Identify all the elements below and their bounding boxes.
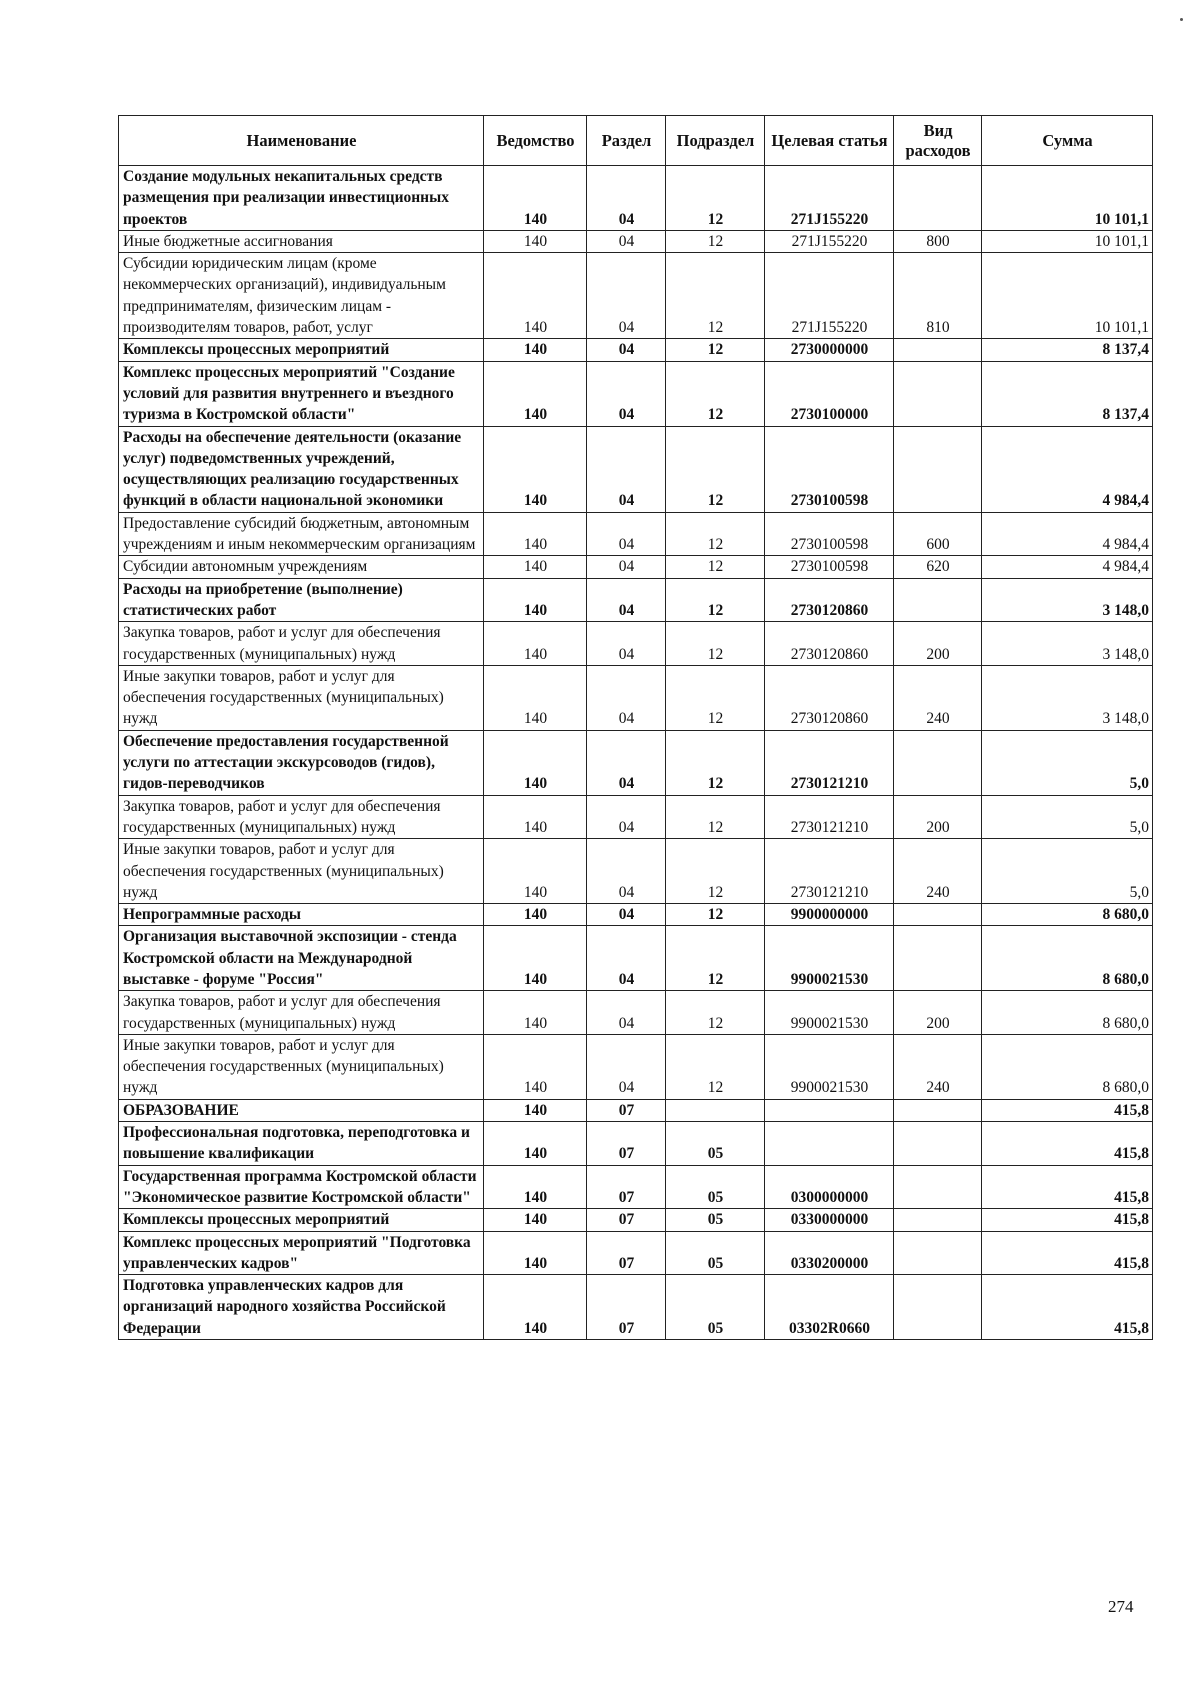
- cell-target: 2730100598: [765, 512, 894, 556]
- cell-dept: 140: [484, 339, 587, 361]
- table-body: [119, 166, 1153, 1340]
- cell-subsection: 12: [666, 339, 765, 361]
- cell-name: Иные закупки товаров, работ и услуг для обеспечения государственных (муниципальных) нужд: [119, 839, 484, 904]
- cell-name: Непрограммные расходы: [119, 904, 484, 926]
- cell-exp-type: 200: [894, 795, 982, 839]
- cell-target: 9900021530: [765, 926, 894, 991]
- table-row: [119, 361, 1153, 426]
- cell-exp-type: [894, 1231, 982, 1275]
- cell-target: 271J155220: [765, 230, 894, 252]
- scan-speck: [1180, 18, 1183, 21]
- table-row: [119, 578, 1153, 622]
- cell-target: 0330000000: [765, 1209, 894, 1231]
- cell-section: 07: [587, 1275, 666, 1340]
- col-header-name: Наименование: [119, 116, 484, 166]
- cell-dept: 140: [484, 795, 587, 839]
- cell-name: Иные закупки товаров, работ и услуг для обеспечения государственных (муниципальных) нужд: [119, 665, 484, 730]
- cell-subsection: 12: [666, 426, 765, 512]
- cell-exp-type: 800: [894, 230, 982, 252]
- cell-amount: 415,8: [982, 1209, 1153, 1231]
- cell-section: 04: [587, 426, 666, 512]
- cell-name: Субсидии юридическим лицам (кроме некоммерческих организаций), индивидуальным предпринимателям, физическим лицам - производителям товаров, работ, услуг: [119, 253, 484, 339]
- cell-exp-type: [894, 426, 982, 512]
- cell-section: 07: [587, 1122, 666, 1166]
- table-row: [119, 1209, 1153, 1231]
- cell-dept: 140: [484, 665, 587, 730]
- cell-amount: 415,8: [982, 1122, 1153, 1166]
- cell-exp-type: 200: [894, 991, 982, 1035]
- cell-dept: 140: [484, 622, 587, 666]
- table-row: [119, 1099, 1153, 1121]
- cell-amount: 8 680,0: [982, 904, 1153, 926]
- cell-amount: 10 101,1: [982, 166, 1153, 231]
- cell-exp-type: 240: [894, 665, 982, 730]
- cell-target: 2730121210: [765, 795, 894, 839]
- cell-exp-type: [894, 926, 982, 991]
- cell-subsection: 12: [666, 166, 765, 231]
- cell-target: 2730121210: [765, 839, 894, 904]
- cell-dept: 140: [484, 578, 587, 622]
- cell-section: 04: [587, 578, 666, 622]
- cell-target: [765, 1099, 894, 1121]
- table-row: [119, 904, 1153, 926]
- cell-dept: 140: [484, 730, 587, 795]
- cell-amount: 8 137,4: [982, 361, 1153, 426]
- cell-section: 07: [587, 1209, 666, 1231]
- cell-target: 2730100598: [765, 426, 894, 512]
- col-header-amount: Сумма: [982, 116, 1153, 166]
- cell-target: 2730120860: [765, 622, 894, 666]
- cell-exp-type: [894, 730, 982, 795]
- cell-amount: 3 148,0: [982, 665, 1153, 730]
- cell-dept: 140: [484, 1099, 587, 1121]
- table-row: [119, 556, 1153, 578]
- cell-dept: 140: [484, 230, 587, 252]
- col-header-exp-type: Вид расходов: [894, 116, 982, 166]
- cell-subsection: 12: [666, 230, 765, 252]
- table-header-row: [119, 116, 1153, 166]
- cell-name: Закупка товаров, работ и услуг для обеспечения государственных (муниципальных) нужд: [119, 991, 484, 1035]
- cell-dept: 140: [484, 361, 587, 426]
- col-header-subsection: Подраздел: [666, 116, 765, 166]
- cell-section: 04: [587, 339, 666, 361]
- cell-subsection: 12: [666, 991, 765, 1035]
- table-row: [119, 1165, 1153, 1209]
- cell-section: 04: [587, 795, 666, 839]
- cell-name: Расходы на обеспечение деятельности (оказание услуг) подведомственных учреждений, осуществляющих реализацию государственных функций в области национальной экономики: [119, 426, 484, 512]
- cell-amount: 5,0: [982, 839, 1153, 904]
- cell-amount: 4 984,4: [982, 556, 1153, 578]
- cell-exp-type: [894, 361, 982, 426]
- cell-target: 9900000000: [765, 904, 894, 926]
- cell-dept: 140: [484, 426, 587, 512]
- cell-name: Иные бюджетные ассигнования: [119, 230, 484, 252]
- cell-subsection: 12: [666, 253, 765, 339]
- cell-section: 07: [587, 1099, 666, 1121]
- cell-name: ОБРАЗОВАНИЕ: [119, 1099, 484, 1121]
- cell-name: Комплексы процессных мероприятий: [119, 1209, 484, 1231]
- cell-name: Комплекс процессных мероприятий "Создание условий для развития внутреннего и въездного туризма в Костромской области": [119, 361, 484, 426]
- cell-exp-type: [894, 578, 982, 622]
- table-row: [119, 1231, 1153, 1275]
- cell-name: Комплекс процессных мероприятий "Подготовка управленческих кадров": [119, 1231, 484, 1275]
- cell-subsection: 05: [666, 1122, 765, 1166]
- cell-name: Создание модульных некапитальных средств размещения при реализации инвестиционных проектов: [119, 166, 484, 231]
- cell-name: Субсидии автономным учреждениям: [119, 556, 484, 578]
- cell-dept: 140: [484, 904, 587, 926]
- cell-dept: 140: [484, 991, 587, 1035]
- cell-exp-type: 810: [894, 253, 982, 339]
- cell-subsection: 12: [666, 904, 765, 926]
- table-row: [119, 839, 1153, 904]
- cell-dept: 140: [484, 253, 587, 339]
- cell-amount: 4 984,4: [982, 426, 1153, 512]
- cell-subsection: [666, 1099, 765, 1121]
- cell-section: 04: [587, 622, 666, 666]
- cell-dept: 140: [484, 1209, 587, 1231]
- cell-exp-type: [894, 1165, 982, 1209]
- cell-name: Подготовка управленческих кадров для организаций народного хозяйства Российской Федерации: [119, 1275, 484, 1340]
- cell-section: 04: [587, 926, 666, 991]
- cell-dept: 140: [484, 512, 587, 556]
- cell-target: 2730120860: [765, 578, 894, 622]
- cell-amount: 415,8: [982, 1099, 1153, 1121]
- cell-exp-type: 240: [894, 839, 982, 904]
- cell-amount: 415,8: [982, 1165, 1153, 1209]
- cell-name: Иные закупки товаров, работ и услуг для обеспечения государственных (муниципальных) нужд: [119, 1034, 484, 1099]
- cell-dept: 140: [484, 1231, 587, 1275]
- cell-amount: 10 101,1: [982, 253, 1153, 339]
- cell-exp-type: [894, 1122, 982, 1166]
- cell-subsection: 05: [666, 1275, 765, 1340]
- cell-exp-type: [894, 904, 982, 926]
- cell-section: 04: [587, 665, 666, 730]
- cell-name: Комплексы процессных мероприятий: [119, 339, 484, 361]
- cell-amount: 8 680,0: [982, 926, 1153, 991]
- table-row: [119, 665, 1153, 730]
- cell-target: 0300000000: [765, 1165, 894, 1209]
- cell-subsection: 05: [666, 1231, 765, 1275]
- cell-exp-type: 240: [894, 1034, 982, 1099]
- cell-section: 04: [587, 230, 666, 252]
- table-row: [119, 253, 1153, 339]
- budget-table: [118, 115, 1153, 1340]
- col-header-target: Целевая статья: [765, 116, 894, 166]
- cell-section: 07: [587, 1165, 666, 1209]
- table-row: [119, 1275, 1153, 1340]
- cell-target: 9900021530: [765, 991, 894, 1035]
- cell-subsection: 12: [666, 795, 765, 839]
- cell-amount: 415,8: [982, 1231, 1153, 1275]
- cell-name: Предоставление субсидий бюджетным, автономным учреждениям и иным некоммерческим организациям: [119, 512, 484, 556]
- col-header-section: Раздел: [587, 116, 666, 166]
- cell-subsection: 12: [666, 665, 765, 730]
- cell-section: 04: [587, 991, 666, 1035]
- cell-subsection: 12: [666, 556, 765, 578]
- cell-amount: 8 680,0: [982, 991, 1153, 1035]
- cell-section: 04: [587, 166, 666, 231]
- cell-subsection: 05: [666, 1165, 765, 1209]
- cell-dept: 140: [484, 1122, 587, 1166]
- cell-name: Расходы на приобретение (выполнение) статистических работ: [119, 578, 484, 622]
- cell-subsection: 12: [666, 512, 765, 556]
- cell-section: 04: [587, 730, 666, 795]
- cell-section: 04: [587, 556, 666, 578]
- cell-target: 271J155220: [765, 166, 894, 231]
- cell-section: 04: [587, 839, 666, 904]
- cell-section: 04: [587, 1034, 666, 1099]
- cell-name: Организация выставочной экспозиции - стенда Костромской области на Международной выставке - форуме "Россия": [119, 926, 484, 991]
- cell-exp-type: 620: [894, 556, 982, 578]
- cell-target: 2730121210: [765, 730, 894, 795]
- table-row: [119, 1122, 1153, 1166]
- table-row: [119, 926, 1153, 991]
- cell-subsection: 12: [666, 730, 765, 795]
- page-number: 274: [1108, 1597, 1134, 1616]
- cell-exp-type: [894, 1275, 982, 1340]
- cell-subsection: 12: [666, 622, 765, 666]
- cell-name: Профессиональная подготовка, переподготовка и повышение квалификации: [119, 1122, 484, 1166]
- cell-subsection: 05: [666, 1209, 765, 1231]
- cell-section: 04: [587, 904, 666, 926]
- table-row: [119, 795, 1153, 839]
- cell-section: 07: [587, 1231, 666, 1275]
- cell-target: 2730120860: [765, 665, 894, 730]
- cell-target: 2730000000: [765, 339, 894, 361]
- cell-amount: 415,8: [982, 1275, 1153, 1340]
- cell-dept: 140: [484, 926, 587, 991]
- cell-name: Закупка товаров, работ и услуг для обеспечения государственных (муниципальных) нужд: [119, 622, 484, 666]
- cell-dept: 140: [484, 1275, 587, 1340]
- cell-amount: 5,0: [982, 730, 1153, 795]
- cell-amount: 3 148,0: [982, 578, 1153, 622]
- cell-exp-type: [894, 1099, 982, 1121]
- cell-dept: 140: [484, 839, 587, 904]
- cell-exp-type: [894, 339, 982, 361]
- cell-amount: 5,0: [982, 795, 1153, 839]
- cell-amount: 4 984,4: [982, 512, 1153, 556]
- cell-amount: 10 101,1: [982, 230, 1153, 252]
- cell-exp-type: [894, 1209, 982, 1231]
- cell-target: 271J155220: [765, 253, 894, 339]
- cell-target: 2730100000: [765, 361, 894, 426]
- cell-name: Государственная программа Костромской области "Экономическое развитие Костромской области": [119, 1165, 484, 1209]
- col-header-dept: Ведомство: [484, 116, 587, 166]
- cell-subsection: 12: [666, 839, 765, 904]
- cell-dept: 140: [484, 556, 587, 578]
- cell-target: 03302R0660: [765, 1275, 894, 1340]
- cell-target: 2730100598: [765, 556, 894, 578]
- cell-name: Обеспечение предоставления государственной услуги по аттестации экскурсоводов (гидов), гидов-переводчиков: [119, 730, 484, 795]
- cell-exp-type: [894, 166, 982, 231]
- cell-subsection: 12: [666, 926, 765, 991]
- cell-dept: 140: [484, 166, 587, 231]
- table-row: [119, 512, 1153, 556]
- cell-subsection: 12: [666, 361, 765, 426]
- cell-dept: 140: [484, 1165, 587, 1209]
- cell-dept: 140: [484, 1034, 587, 1099]
- cell-amount: 8 137,4: [982, 339, 1153, 361]
- cell-target: 0330200000: [765, 1231, 894, 1275]
- table-row: [119, 1034, 1153, 1099]
- table-row: [119, 166, 1153, 231]
- table-row: [119, 991, 1153, 1035]
- cell-section: 04: [587, 512, 666, 556]
- cell-amount: 8 680,0: [982, 1034, 1153, 1099]
- table-row: [119, 622, 1153, 666]
- cell-section: 04: [587, 253, 666, 339]
- cell-target: [765, 1122, 894, 1166]
- cell-section: 04: [587, 361, 666, 426]
- cell-name: Закупка товаров, работ и услуг для обеспечения государственных (муниципальных) нужд: [119, 795, 484, 839]
- table-row: [119, 426, 1153, 512]
- table-row: [119, 339, 1153, 361]
- cell-subsection: 12: [666, 578, 765, 622]
- cell-target: 9900021530: [765, 1034, 894, 1099]
- cell-exp-type: 600: [894, 512, 982, 556]
- cell-exp-type: 200: [894, 622, 982, 666]
- table-row: [119, 730, 1153, 795]
- cell-subsection: 12: [666, 1034, 765, 1099]
- cell-amount: 3 148,0: [982, 622, 1153, 666]
- table-row: [119, 230, 1153, 252]
